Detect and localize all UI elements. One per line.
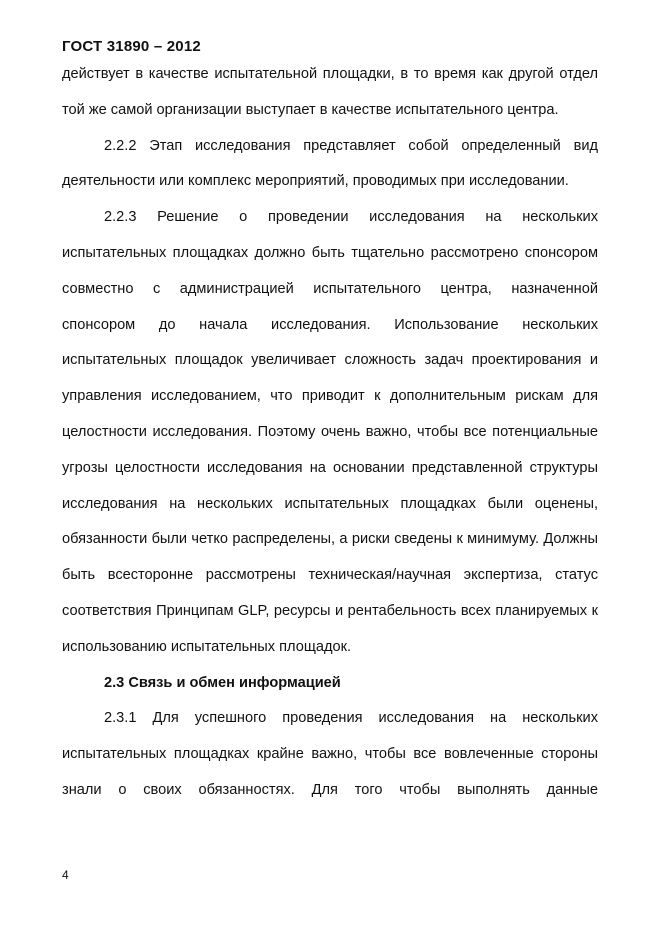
paragraph-2-2-3: 2.2.3 Решение о проведении исследования на нескольких испытательных площадках должно быть тщательно рассмотрено спонсором совместно с администрацией испытательного центра, назначенной спонсором до начала исследования. Использование нескольких испытательных площадок увеличивает сложность задач проектирования и управления исследованием, что приводит к дополнительным рискам для целостности исследования. Поэтому очень важно, чтобы все потенциальные угрозы целостности исследования на основании представленной структуры исследования на нескольких испытательных площадках были оценены, обязанности были четко распределены, а риски сведены к минимуму. Должны быть всесторонне рассмотрены техническая/научная экспертиза, статус соответствия Принципам GLP, ресурсы и рентабельность всех планируемых к использованию испытательных площадок. [62,209,598,655]
paragraph-continuation: действует в качестве испытательной площадки, в то время как другой отдел той же самой организации выступает в качестве испытательного центра. [62,66,598,118]
paragraph-2-2-2: 2.2.2 Этап исследования представляет собой определенный вид деятельности или комплекс мероприятий, проводимых при исследовании. [62,137,598,190]
paragraph-2-3-1: 2.3.1 Для успешного проведения исследования на нескольких испытательных площадках крайне важно, чтобы все вовлеченные стороны знали о своих обязанностях. Для того чтобы выполнять данные [62,710,598,798]
section-heading-2-3: 2.3 Связь и обмен информацией [104,674,341,691]
document-body [62,57,598,809]
page-number: 4 [62,868,69,882]
document-header: ГОСТ 31890 – 2012 [62,38,201,55]
